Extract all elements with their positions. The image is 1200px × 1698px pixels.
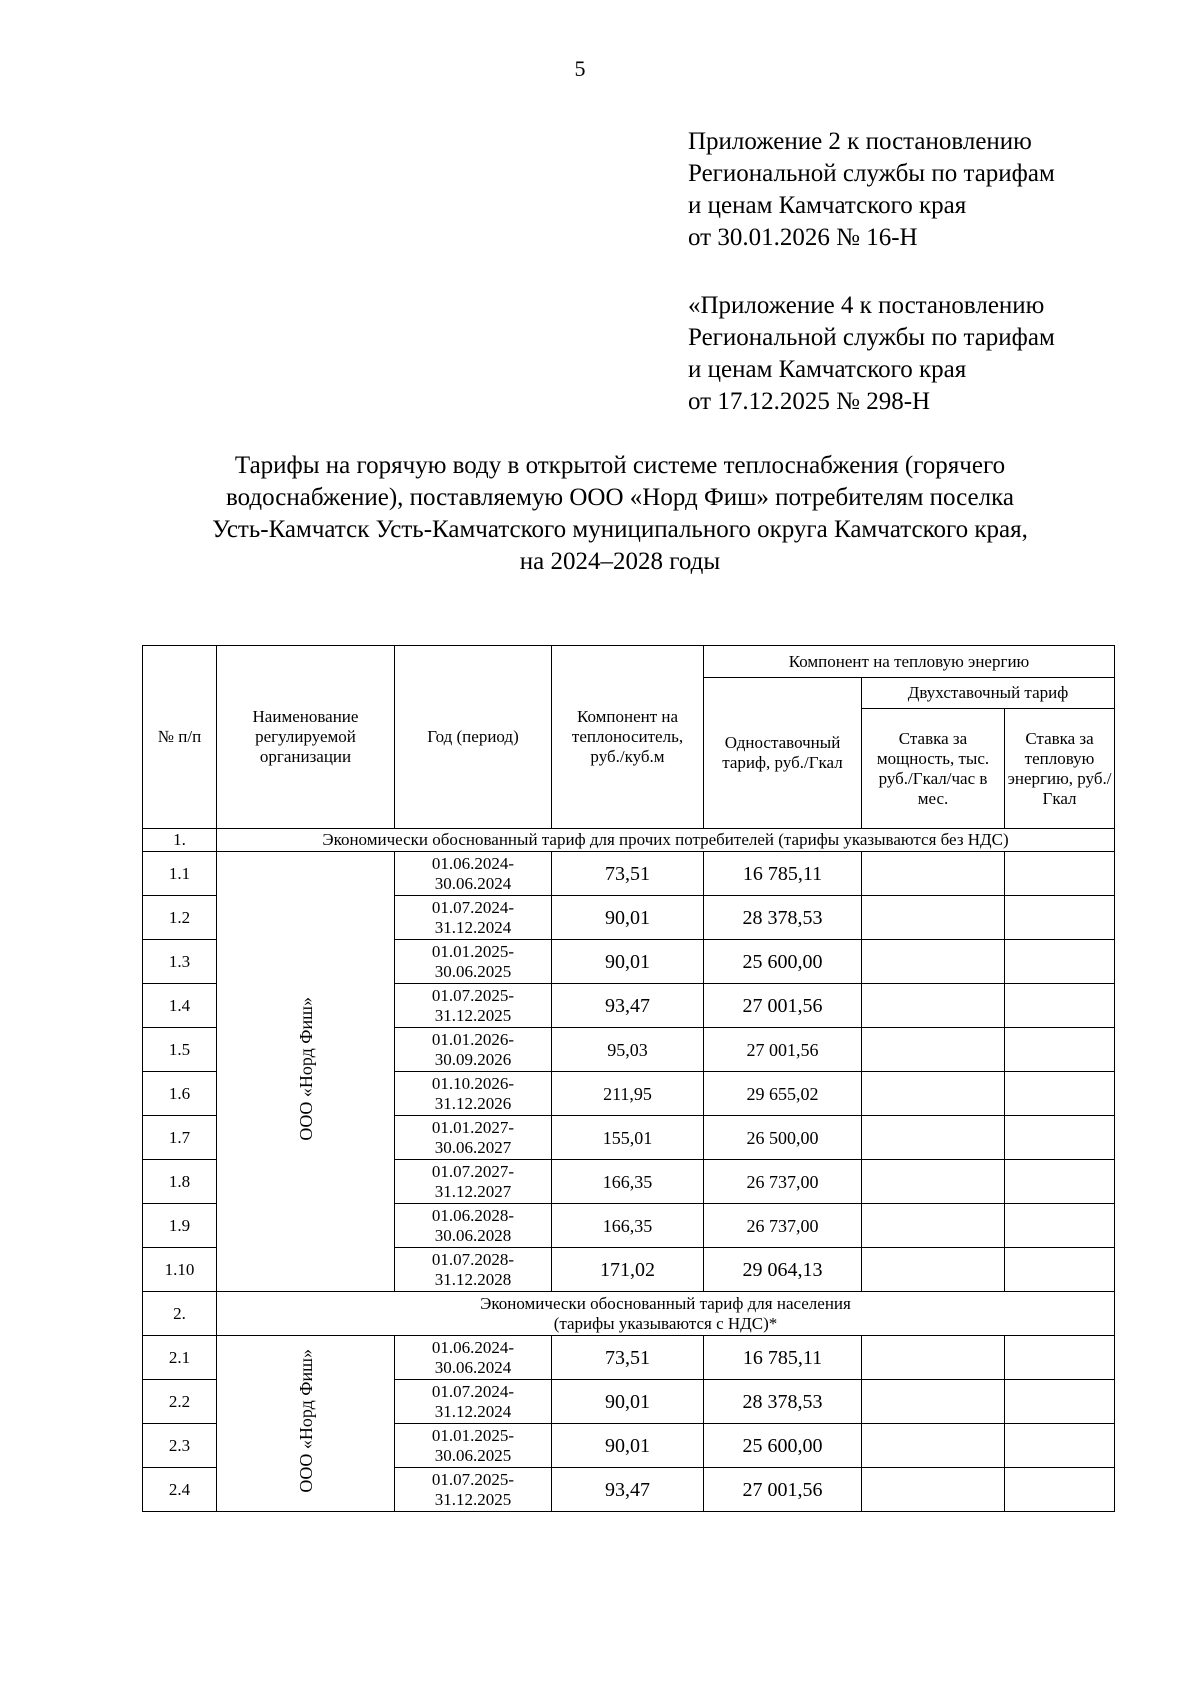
section-title-line: (тарифы указываются с НДС)* [553, 1313, 778, 1333]
energy-rate-value [1005, 896, 1115, 940]
capacity-rate-value [862, 1072, 1005, 1116]
single-rate-value: 26 737,00 [704, 1160, 862, 1204]
single-rate-value: 26 737,00 [704, 1204, 862, 1248]
period-cell [395, 1028, 552, 1072]
single-rate-value: 28 378,53 [704, 1380, 862, 1424]
row-number: 2.1 [143, 1336, 217, 1380]
header-carrier: Компонент на теплоноситель, руб./куб.м [552, 646, 704, 829]
row-number: 1.9 [143, 1204, 217, 1248]
single-rate-value: 28 378,53 [704, 896, 862, 940]
carrier-value: 90,01 [552, 1380, 704, 1424]
carrier-value: 166,35 [552, 1204, 704, 1248]
section-row [143, 829, 1115, 852]
capacity-rate-value [862, 1248, 1005, 1292]
period-start: 01.10.2026- [431, 1073, 515, 1093]
period-cell [395, 1424, 552, 1468]
capacity-rate-value [862, 1116, 1005, 1160]
period-end: 31.12.2024 [434, 1401, 512, 1421]
energy-rate-value [1005, 1028, 1115, 1072]
tariffs-table-body [143, 829, 1115, 1512]
energy-rate-value [1005, 852, 1115, 896]
capacity-rate-value [862, 984, 1005, 1028]
row-number: 2.3 [143, 1424, 217, 1468]
energy-rate-value [1005, 1336, 1115, 1380]
table-row [143, 1336, 1115, 1380]
capacity-rate-value [862, 896, 1005, 940]
capacity-rate-value [862, 940, 1005, 984]
period-start: 01.07.2028- [431, 1249, 515, 1269]
carrier-value: 166,35 [552, 1160, 704, 1204]
section-row [143, 1292, 1115, 1336]
table-row [143, 852, 1115, 896]
capacity-rate-value [862, 1424, 1005, 1468]
energy-rate-value [1005, 984, 1115, 1028]
energy-rate-value [1005, 1468, 1115, 1512]
row-number: 1.6 [143, 1072, 217, 1116]
appendix-original-line: и ценам Камчатского края [688, 356, 967, 383]
capacity-rate-value [862, 1336, 1005, 1380]
period-start: 01.07.2025- [431, 1469, 515, 1489]
title-line: на 2024–2028 годы [519, 548, 721, 575]
period-cell [395, 984, 552, 1028]
organization-name: ООО «Норд Фиш» [295, 1349, 316, 1493]
section-title [217, 1292, 1115, 1336]
organization-cell [217, 852, 395, 1292]
appendix-original-line: «Приложение 4 к постановлению [688, 292, 1045, 319]
carrier-value: 93,47 [552, 1468, 704, 1512]
period-end: 30.09.2026 [434, 1049, 512, 1069]
header-org: Наименование регулируемой организации [217, 646, 395, 829]
row-number: 2.2 [143, 1380, 217, 1424]
row-number: 1.10 [143, 1248, 217, 1292]
capacity-rate-value [862, 1380, 1005, 1424]
organization-cell [217, 1336, 395, 1512]
period-end: 31.12.2024 [434, 917, 512, 937]
single-rate-value: 26 500,00 [704, 1116, 862, 1160]
carrier-value: 211,95 [552, 1072, 704, 1116]
period-cell [395, 1204, 552, 1248]
single-rate-value: 29 655,02 [704, 1072, 862, 1116]
capacity-rate-value [862, 1204, 1005, 1248]
period-cell [395, 1380, 552, 1424]
period-start: 01.07.2025- [431, 985, 515, 1005]
period-start: 01.07.2024- [431, 1381, 515, 1401]
organization-name: ООО «Норд Фиш» [295, 997, 316, 1141]
period-end: 31.12.2027 [434, 1181, 512, 1201]
row-number: 1.4 [143, 984, 217, 1028]
appendix-current-line: и ценам Камчатского края [688, 192, 967, 219]
single-rate-value: 16 785,11 [704, 852, 862, 896]
section-number: 1. [143, 829, 217, 852]
tariffs-table [142, 645, 1115, 1512]
period-end: 30.06.2028 [434, 1225, 512, 1245]
period-start: 01.07.2024- [431, 897, 515, 917]
period-start: 01.01.2027- [431, 1117, 515, 1137]
header-two-part: Двухставочный тариф [862, 678, 1115, 709]
capacity-rate-value [862, 852, 1005, 896]
energy-rate-value [1005, 1204, 1115, 1248]
appendix-current-line: Региональной службы по тарифам [688, 160, 1055, 187]
capacity-rate-value [862, 1468, 1005, 1512]
single-rate-value: 25 600,00 [704, 1424, 862, 1468]
row-number: 1.3 [143, 940, 217, 984]
single-rate-value: 16 785,11 [704, 1336, 862, 1380]
energy-rate-value [1005, 1116, 1115, 1160]
title-line: Усть-Камчатск Усть-Камчатского муниципального округа Камчатского края, [212, 516, 1028, 543]
period-end: 31.12.2028 [434, 1269, 512, 1289]
period-end: 30.06.2025 [434, 961, 512, 981]
period-start: 01.01.2025- [431, 941, 515, 961]
capacity-rate-value [862, 1160, 1005, 1204]
period-cell [395, 896, 552, 940]
energy-rate-value [1005, 940, 1115, 984]
carrier-value: 90,01 [552, 940, 704, 984]
header-period: Год (период) [395, 646, 552, 829]
row-number: 2.4 [143, 1468, 217, 1512]
energy-rate-value [1005, 1424, 1115, 1468]
carrier-value: 155,01 [552, 1116, 704, 1160]
section-title: Экономически обоснованный тариф для прочих потребителей (тарифы указываются без НДС) [217, 829, 1115, 852]
row-number: 1.5 [143, 1028, 217, 1072]
header-num: № п/п [143, 646, 217, 829]
carrier-value: 171,02 [552, 1248, 704, 1292]
single-rate-value: 27 001,56 [704, 1468, 862, 1512]
period-cell [395, 940, 552, 984]
header-heat-group: Компонент на тепловую энергию [704, 646, 1115, 678]
carrier-value: 90,01 [552, 896, 704, 940]
appendix-current-line: от 30.01.2026 № 16-Н [688, 224, 918, 251]
period-start: 01.01.2025- [431, 1425, 515, 1445]
section-number: 2. [143, 1292, 217, 1336]
section-title-line: Экономически обоснованный тариф для населения [480, 1293, 851, 1313]
single-rate-value: 25 600,00 [704, 940, 862, 984]
appendix-current-header [688, 126, 1055, 254]
row-number: 1.2 [143, 896, 217, 940]
document-title [140, 450, 1100, 578]
period-cell [395, 1072, 552, 1116]
single-rate-value: 29 064,13 [704, 1248, 862, 1292]
energy-rate-value [1005, 1380, 1115, 1424]
single-rate-value: 27 001,56 [704, 984, 862, 1028]
energy-rate-value [1005, 1072, 1115, 1116]
period-end: 30.06.2027 [434, 1137, 512, 1157]
header-energy: Ставка за тепловую энергию, руб./Гкал [1005, 709, 1115, 829]
appendix-original-line: от 17.12.2025 № 298-Н [688, 388, 931, 415]
period-cell [395, 1336, 552, 1380]
appendix-original-header [688, 290, 1055, 418]
header-single: Одноставочный тариф, руб./Гкал [704, 678, 862, 829]
period-end: 31.12.2026 [434, 1093, 512, 1113]
period-cell [395, 1160, 552, 1204]
carrier-value: 90,01 [552, 1424, 704, 1468]
carrier-value: 95,03 [552, 1028, 704, 1072]
period-start: 01.07.2027- [431, 1161, 515, 1181]
period-end: 31.12.2025 [434, 1005, 512, 1025]
period-start: 01.06.2024- [431, 853, 515, 873]
period-cell [395, 1468, 552, 1512]
energy-rate-value [1005, 1160, 1115, 1204]
row-number: 1.8 [143, 1160, 217, 1204]
period-cell [395, 1116, 552, 1160]
page-number: 5 [574, 56, 586, 81]
period-start: 01.06.2024- [431, 1337, 515, 1357]
row-number: 1.1 [143, 852, 217, 896]
period-cell [395, 1248, 552, 1292]
row-number: 1.7 [143, 1116, 217, 1160]
period-start: 01.01.2026- [431, 1029, 515, 1049]
period-end: 30.06.2024 [434, 873, 512, 893]
title-line: Тарифы на горячую воду в открытой системе теплоснабжения (горячего [234, 452, 1006, 479]
capacity-rate-value [862, 1028, 1005, 1072]
single-rate-value: 27 001,56 [704, 1028, 862, 1072]
appendix-original-line: Региональной службы по тарифам [688, 324, 1055, 351]
header-capacity: Ставка за мощность, тыс. руб./Гкал/час в мес. [862, 709, 1005, 829]
period-start: 01.06.2028- [431, 1205, 515, 1225]
period-end: 30.06.2024 [434, 1357, 512, 1377]
period-cell [395, 852, 552, 896]
energy-rate-value [1005, 1248, 1115, 1292]
period-end: 31.12.2025 [434, 1489, 512, 1509]
title-line: водоснабжение), поставляемую ООО «Норд Фиш» потребителям поселка [226, 484, 1014, 511]
carrier-value: 93,47 [552, 984, 704, 1028]
carrier-value: 73,51 [552, 852, 704, 896]
period-end: 30.06.2025 [434, 1445, 512, 1465]
appendix-current-line: Приложение 2 к постановлению [688, 128, 1032, 155]
carrier-value: 73,51 [552, 1336, 704, 1380]
